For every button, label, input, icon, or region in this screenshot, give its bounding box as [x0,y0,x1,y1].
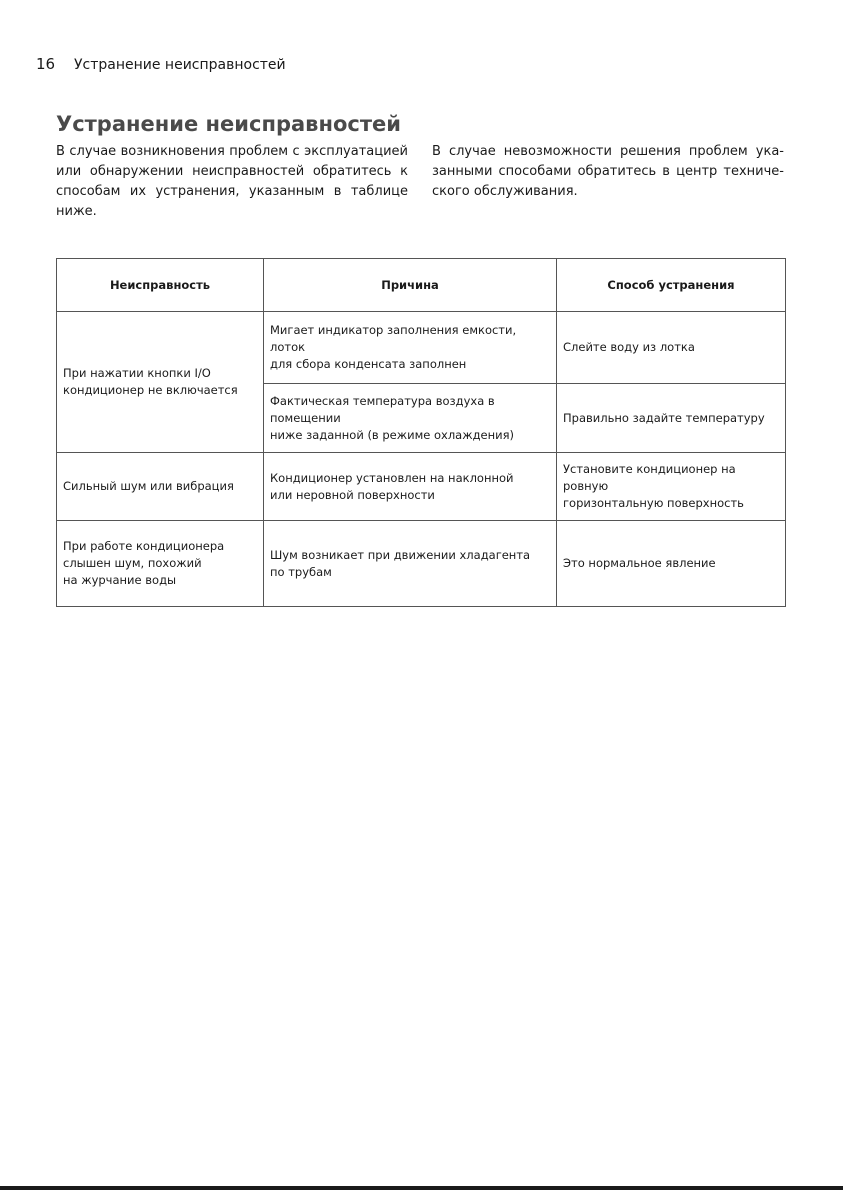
cause-cell: Шум возникает при движении хладагента по трубам [264,521,557,607]
section-title: Устранение неисправностей [56,112,401,136]
fault-cell: При работе кондиционера слышен шум, похожий на журчание воды [57,521,264,607]
page-number: 16 [36,55,56,73]
table-row [57,453,786,521]
cause-cell: Фактическая температура воздуха в помещении ниже заданной (в режиме охлаждения) [264,384,557,453]
bottom-rule [0,1186,843,1190]
remedy-cell: Установите кондиционер на ровную горизонтальную поверхность [557,453,786,521]
remedy-cell: Правильно задайте температуру [557,384,786,453]
page-header [36,54,286,75]
table-row [57,312,786,384]
fault-cell: Сильный шум или вибрация [57,453,264,521]
intro-paragraph-right: В случае невозможности решения проблем указанными способами обратитесь в центр технического обслуживания. [432,144,784,199]
remedy-cell: Слейте воду из лотка [557,312,786,384]
table-row [57,521,786,607]
cause-cell: Кондиционер установлен на наклонной или неровной поверхности [264,453,557,521]
intro-paragraph-left: В случае возникновения проблем с эксплуатацией или обнаружении неисправностей обратитесь к способам их устранения, указанным в таблице ниже. [56,144,408,219]
column-header-cause: Причина [264,259,557,312]
column-header-fault: Неисправность [57,259,264,312]
running-title: Устранение неисправностей [74,57,286,73]
column-header-remedy: Способ устранения [557,259,786,312]
fault-cell: При нажатии кнопки I/O кондиционер не включается [57,312,264,453]
table-header-row [57,259,786,312]
troubleshooting-table [56,258,786,607]
cause-cell: Мигает индикатор заполнения емкости, лоток для сбора конденсата заполнен [264,312,557,384]
remedy-cell: Это нормальное явление [557,521,786,607]
